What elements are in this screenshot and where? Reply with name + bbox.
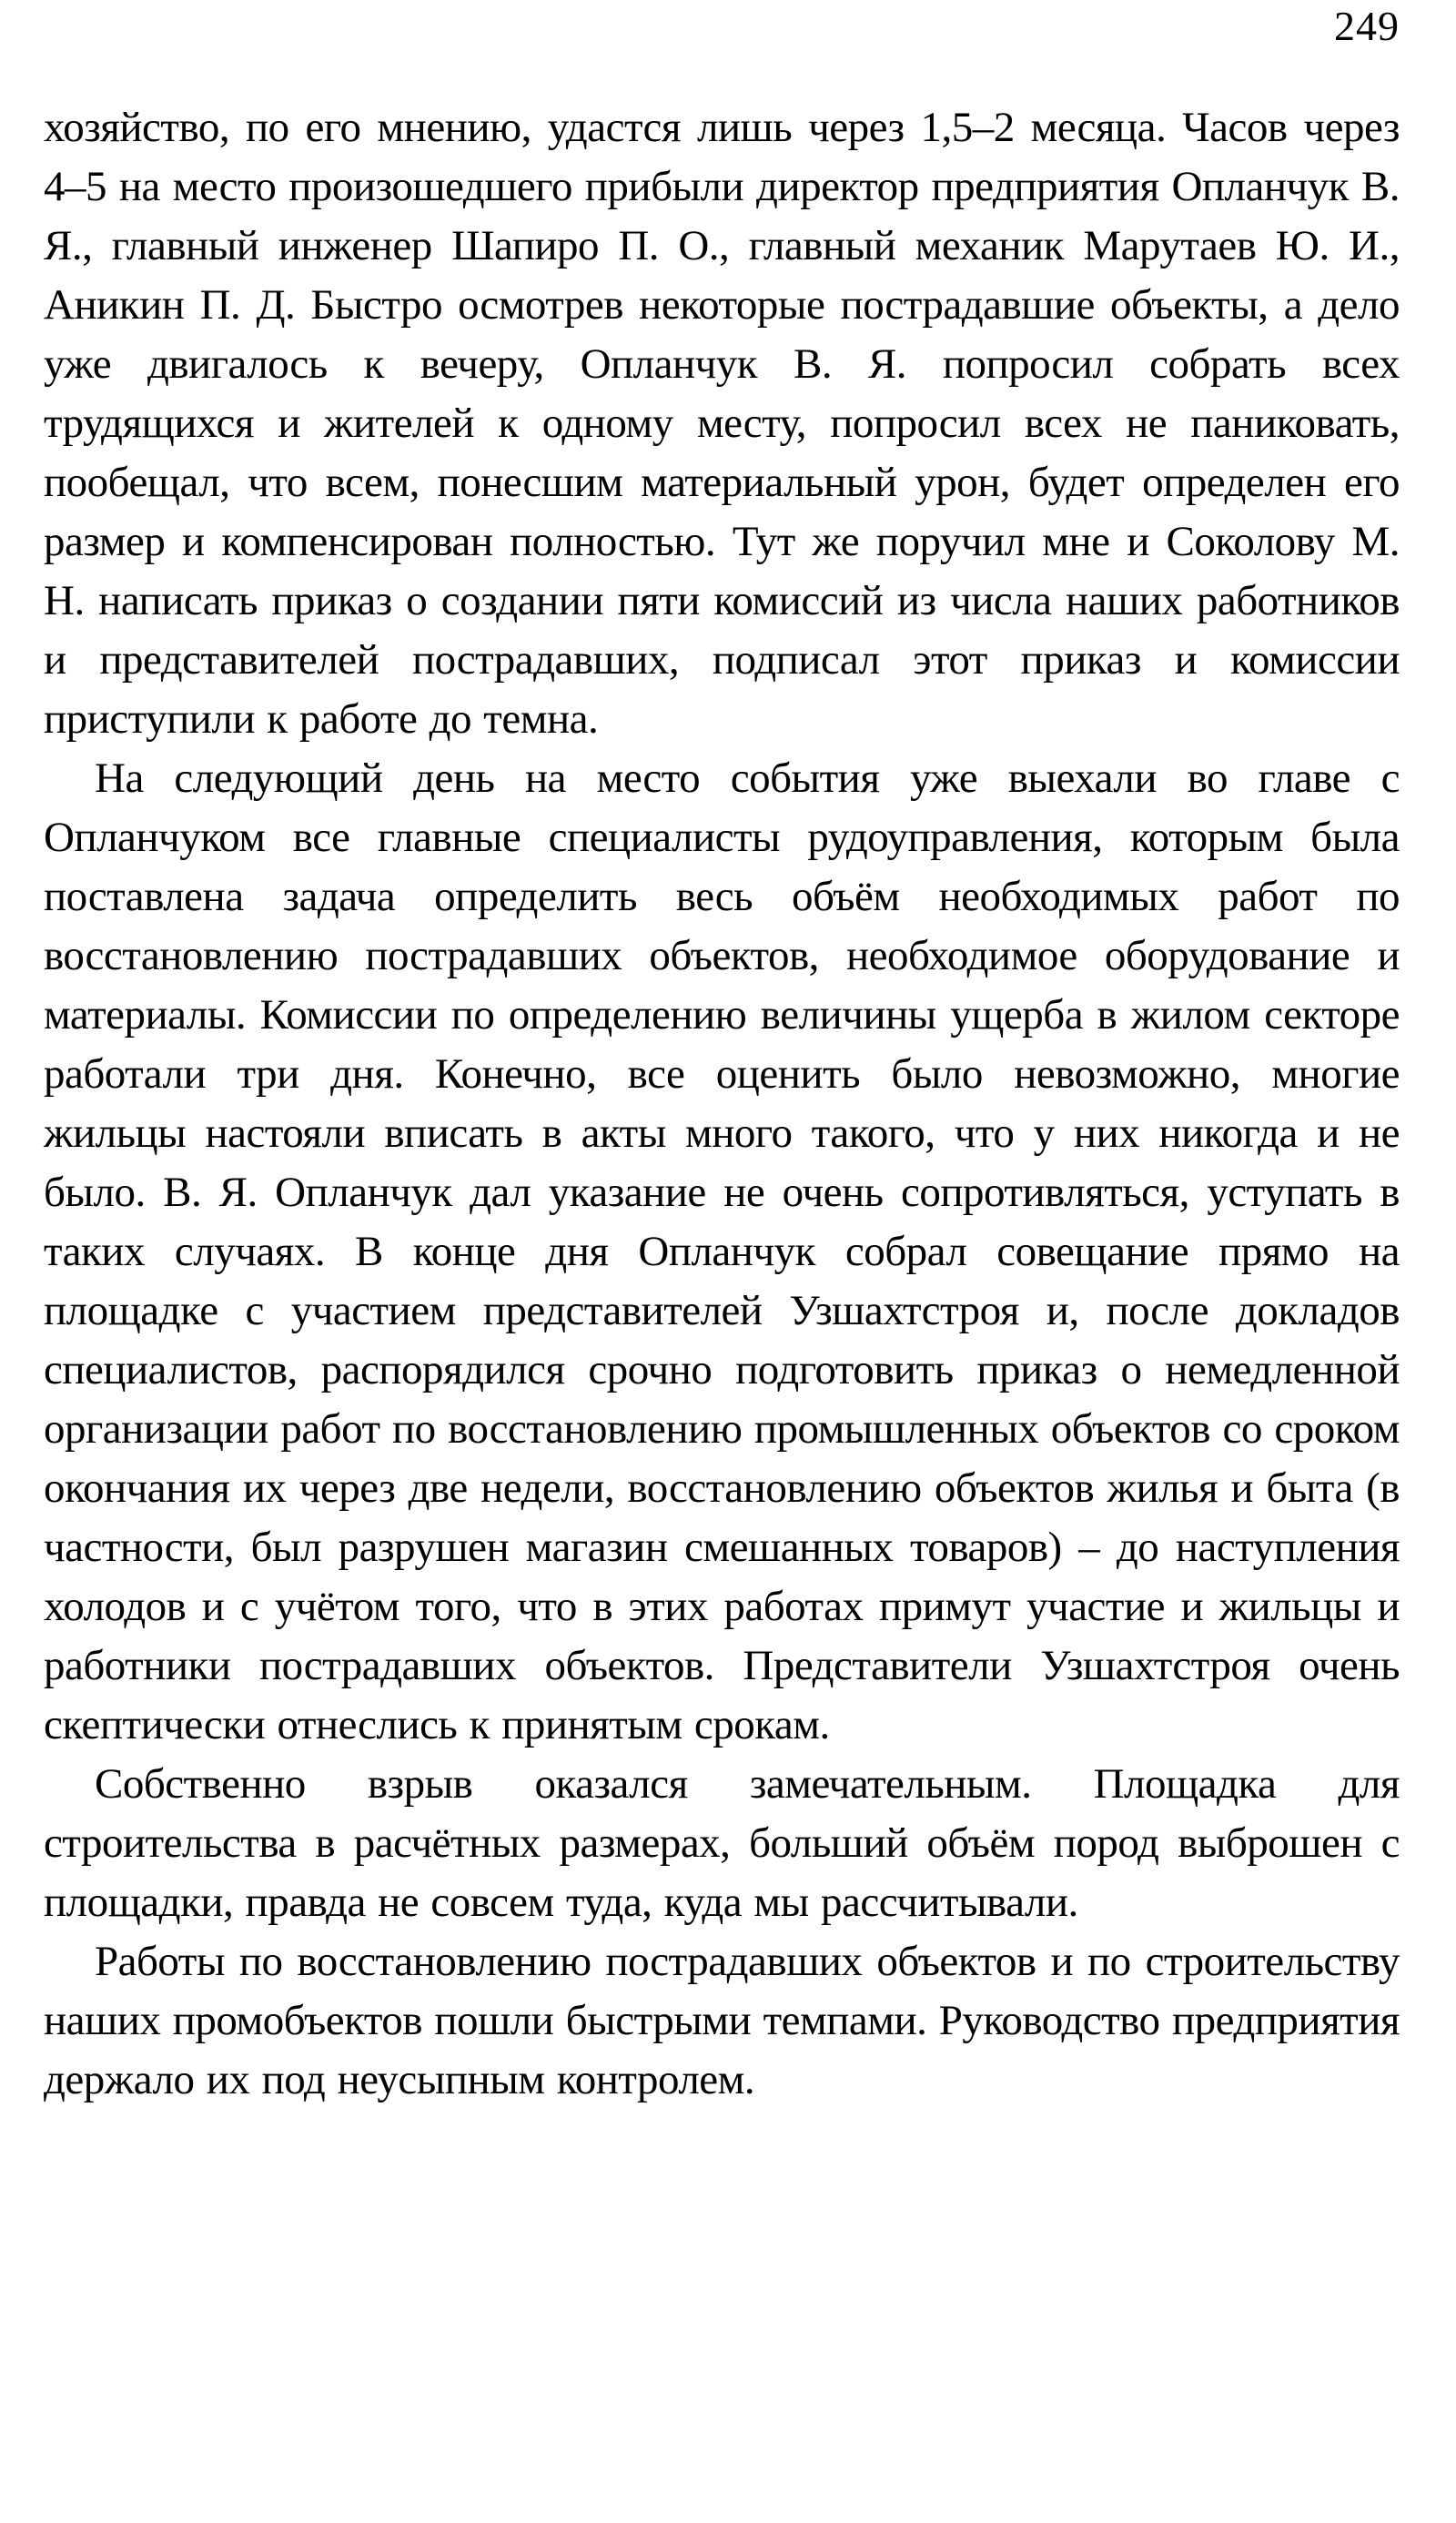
page-number: 249 [1334, 3, 1400, 49]
paragraph-next-day: На следующий день на место события уже выехали во главе с Опланчуком все главные специалисты рудоуправления, которым была поставлена задача определить весь объём необходимых работ по восстановлению пострадавших объектов, необходимое оборудование и материалы. Комиссии по определению величины ущерба в жилом секторе работали три дня. Конечно, все оценить было невозможно, многие жильцы настояли вписать в акты много такого, что у них никогда и не было. В. Я. Опланчук дал указание не очень сопротивляться, уступать в таких случаях. В конце дня Опланчук собрал совещание прямо на площадке с участием представителей Узшахтстроя и, после докладов специалистов, распорядился срочно подготовить приказ о немедленной организации работ по восстановлению промышленных объектов со сроком окончания их через две недели, восстановлению объектов жилья и быта (в частности, был разрушен магазин смешанных товаров) – до наступления холодов и с учётом того, что в этих работах примут участие и жильцы и работники пострадавших объектов. Представители Узшахтстроя очень скептически отнеслись к принятым срокам. [44, 755, 1400, 1748]
paragraph-explosion: Собственно взрыв оказался замечательным. Площадка для строительства в расчётных размерах, больший объём пород выброшен с площадки, правда не совсем туда, куда мы рассчитывали. [44, 1760, 1400, 1926]
page-body [44, 98, 1400, 2110]
paragraph-continuation: хозяйство, по его мнению, удастся лишь через 1,5–2 месяца. Часов через 4–5 на место произошедшего прибыли директор предприятия Опланчук В. Я., главный инженер Шапиро П. О., главный механик Марутаев Ю. И., Аникин П. Д. Быстро осмотрев некоторые пострадавшие объекты, а дело уже двигалось к вечеру, Опланчук В. Я. попросил собрать всех трудящихся и жителей к одному месту, попросил всех не паниковать, пообещал, что всем, понесшим материальный урон, будет определен его размер и компенсирован полностью. Тут же поручил мне и Соколову М. Н. написать приказ о создании пяти комиссий из числа наших работников и представителей пострадавших, подписал этот приказ и комиссии приступили к работе до темна. [44, 104, 1400, 743]
paragraph-restoration-works: Работы по восстановлению пострадавших объектов и по строительству наших промобъектов пошли быстрыми темпами. Руководство предприятия держало их под неусыпным контролем. [44, 1938, 1400, 2103]
